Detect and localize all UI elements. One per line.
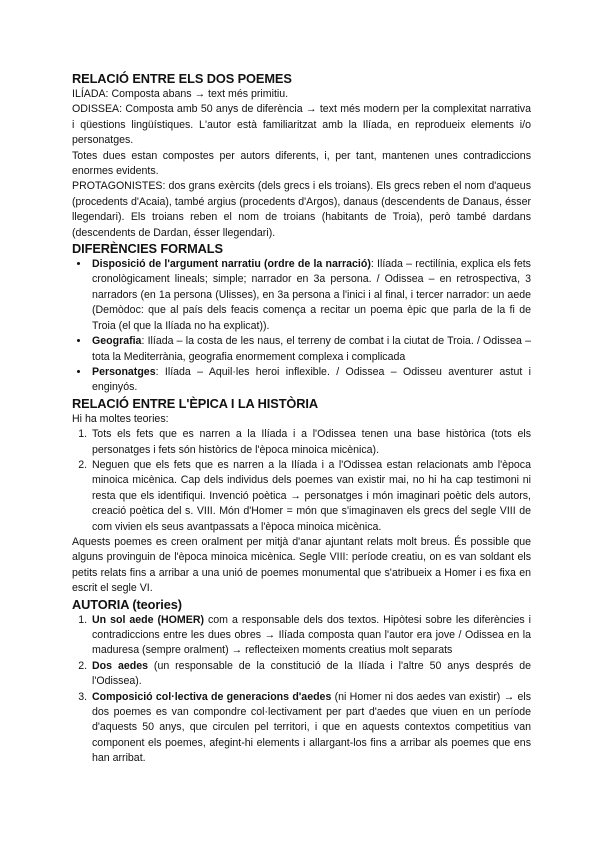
document-page — [72, 71, 531, 767]
bullet-list — [72, 257, 531, 396]
list-item: 2. Neguen que els fets que es narren a la Ilíada i a l'Odissea estan relacionats amb l'època minoica micènica. Cap dels individus dels poemes van existir mai, no hi ha cap testimoni ni resta que els identifiqui. Invenció poètica → personatges i món imaginari poètic dels autors, creació poètica del s. VIII. Món d'Homer = món que s'imaginaven els grecs del segle VIII de com vivien els seus avantpassats a l'època minoica micènica. — [90, 458, 531, 535]
paragraph: ILÍADA: Composta abans → text més primitiu. — [72, 88, 289, 100]
section-heading: RELACIÓ ENTRE L'ÈPICA I LA HISTÒRIA — [72, 395, 319, 411]
list-item — [90, 613, 531, 659]
section-heading: RELACIÓ ENTRE ELS DOS POEMES — [72, 71, 292, 86]
list-item-text: : Ilíada – Aquil·les heroi inflexible. / Odissea – Odisseu aventurer astut i enginyós. — [92, 365, 531, 394]
list-item-term: Personatges — [92, 365, 156, 378]
paragraph: Totes dues estan compostes per autors diferents, i, per tant, mantenen unes contradiccions enormes evidents. — [72, 149, 531, 178]
section-heading: DIFERÈNCIES FORMALS — [72, 241, 223, 257]
paragraph: ODISSEA: Composta amb 50 anys de diferència → text més modern per la complexitat narrativa i qüestions lingüístiques. L'autor està familiaritzat amb la Ilíada, en reprodueix elements i/o personatges. — [72, 103, 531, 147]
list-item-term: Un sol aede (HOMER) — [92, 613, 204, 626]
list-item — [90, 690, 531, 767]
list-item-term: Geografia — [92, 335, 142, 348]
list-item-text: (ni Homer ni dos aedes van existir) → els dos poemes es van compondre col·lectivament per part d'aedes que viuen en un període d'aquests 50 anys, que circulen pel territori, i que en aquests contextos competitius van component els poemes, afegint-hi elements i allargant-los fins a arribar als poemes que ens han arribat. — [92, 690, 532, 765]
paragraph: PROTAGONISTES: dos grans exèrcits (dels grecs i els troians). Els grecs reben el nom d'aqueus (procedents d'Acaia), també argius (procedents d'Argos), danaus (descendents de Danaus, ésser llegendari). Els troians reben el nom de troians (habitants de Troia), però també dardans (descendents de Dardan, ésser llegendari). — [72, 180, 531, 239]
paragraph: Aquests poemes es creen oralment per mitjà d'anar ajuntant relats molt breus. És possible que alguns provinguin de l'època minoica micènica. Segle VIII: període creatiu, on es van soldant els petits relats fins a arribar a una unió de poemes monumental que s'atribueix a Homer i es fixa en escrit el segle VI. — [72, 535, 531, 595]
numbered-list — [72, 613, 531, 767]
list-item-term: Dos aedes — [92, 659, 148, 672]
section-heading: AUTORIA (teories) — [72, 596, 182, 612]
list-item-text: com a responsable dels dos textos. Hipòtesi sobre les diferències i contradiccions entre les dues obres → Ilíada composta quan l'autor era jove / Odissea en la maduresa (sempre oralment) → reflecteixen moments creatius molt separats — [92, 613, 531, 657]
list-item: 1. Tots els fets que es narren a la Ilíada i a l'Odissea tenen una base històrica (tots els personatges i fets són històrics de l'època minoica micènica). — [90, 427, 531, 458]
list-item-text: : Ilíada – rectilínia, explica els fets cronològicament lineals; simple; narrador en 3a persona. / Odissea – en retrospectiva, 3 narradors (en 1a persona (Ulisses), en 3a persona a l'inici i al final, i tercer narrador: un aede (Demòdoc: que al país dels feacis comença a recitar un poema èpic que parla de la fi de Troia (el que la Ilíada no ha explicat)). — [92, 258, 531, 332]
list-item — [90, 257, 531, 334]
list-item-term: Disposició de l'argument narratiu (ordre de la narració) — [92, 258, 371, 271]
list-item — [90, 334, 531, 365]
list-item-text: (un responsable de la constitució de la Ilíada i l'altre 50 anys després de l'Odissea). — [92, 659, 531, 688]
list-item-term: Composició col·lectiva de generacions d'aedes — [92, 690, 332, 703]
numbered-list — [72, 427, 531, 535]
list-item — [90, 365, 531, 396]
list-item-text: : Ilíada – la costa de les naus, el terreny de combat i la ciutat de Troia. / Odissea – tota la Mediterrània, geografia enormement complexa i complicada — [92, 335, 531, 363]
list-item — [90, 659, 531, 690]
paragraph: Hi ha moltes teories: — [72, 412, 169, 425]
